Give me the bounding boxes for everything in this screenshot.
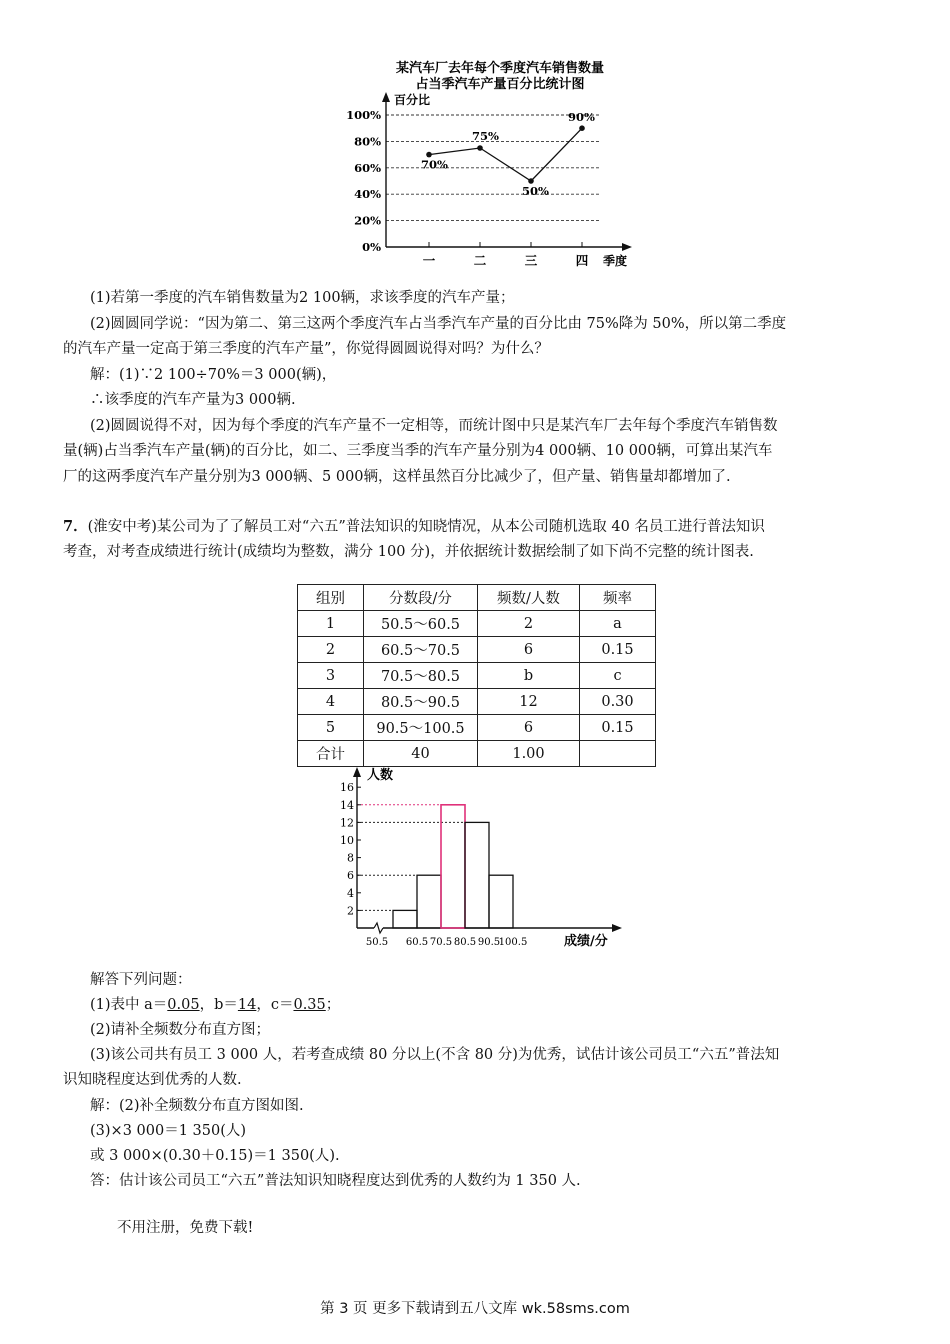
table-cell: 2 [478, 611, 580, 637]
q7-intro-line1 [63, 518, 765, 536]
table-header-row [298, 585, 656, 611]
q7-intro-text: (淮安中考)某公司为了了解员工对“六五”普法知识的知晓情况，从本公司随机选取 40 名员工进行普法知识 [87, 519, 765, 535]
histogram-bar [465, 822, 489, 928]
line-chart-xtick-label: 三 [524, 253, 538, 268]
table-header-cell: 频数/人数 [478, 585, 580, 611]
line-chart-point [426, 152, 432, 158]
line-chart-ytick-label: 80% [354, 134, 381, 149]
q6-solution-2: ∴该季度的汽车产量为3 000辆. [90, 392, 296, 408]
table-header-cell: 分数段/分 [364, 585, 478, 611]
histogram-xtick-label: 90.5 [477, 937, 501, 948]
table-header-cell: 频率 [580, 585, 656, 611]
table-cell: 0.15 [580, 637, 656, 663]
q6-part1: (1)若第一季度的汽车销售数量为2 100辆，求该季度的汽车产量； [90, 290, 515, 306]
histogram-xtick-label: 100.5 [498, 937, 528, 948]
histogram-bar [417, 875, 441, 928]
table-cell: 6 [478, 637, 580, 663]
line-chart-title-1: 某汽车厂去年每个季度汽车销售数量 [395, 61, 605, 76]
table-cell: 50.5～60.5 [364, 611, 478, 637]
histogram-axis-break [374, 923, 383, 933]
table-cell: a [580, 611, 656, 637]
histogram-ytick-label: 2 [347, 904, 354, 918]
histogram-ytick-label: 12 [340, 816, 354, 830]
line-chart-x-arrow [622, 243, 632, 251]
answer-a: 0.05 [167, 997, 200, 1013]
q7-solution-4: 答：估计该公司员工“六五”普法知识知晓程度达到优秀的人数约为 1 350 人. [90, 1173, 581, 1189]
table-header-cell: 组别 [298, 585, 364, 611]
histogram-ylabel: 人数 [367, 768, 394, 783]
table-row [298, 663, 656, 689]
table-cell: 12 [478, 689, 580, 715]
table-row [298, 689, 656, 715]
q7-ask1-mid2: ，c＝ [256, 997, 294, 1013]
table-cell: c [580, 663, 656, 689]
table-cell: 合计 [298, 741, 364, 767]
histogram-ytick-label: 14 [340, 798, 354, 812]
table-cell: 2 [298, 637, 364, 663]
histogram-bar-completed [441, 805, 465, 928]
line-chart [340, 55, 650, 270]
q7-ask1-mid1: ，b＝ [199, 997, 238, 1013]
line-chart-y-arrow [382, 92, 390, 102]
q6-solution-4: 量(辆)占当季汽车产量(辆)的百分比，如二、三季度当季的汽车产量分别为4 000辆、10 000辆，可算出某汽车 [63, 443, 773, 459]
line-chart-ytick-label: 20% [354, 213, 381, 228]
histogram-ytick-label: 16 [340, 781, 354, 795]
q6-solution-1: 解：(1)∵2 100÷70%＝3 000(辆)， [90, 367, 337, 383]
histogram-xlabel: 成绩/分 [564, 934, 608, 949]
line-chart-xtick-label: 一 [422, 253, 436, 268]
page-footer: 第 3 页 更多下载请到五八文库 wk.58sms.com [320, 1301, 630, 1317]
q6-part2-line1: (2)圆圆同学说：“因为第二、第三这两个季度汽车占当季汽车产量的百分比由 75%降为 50%，所以第二季度 [90, 316, 787, 332]
table-cell: 70.5～80.5 [364, 663, 478, 689]
q7-solution-1: 解：(2)补全频数分布直方图如图. [90, 1098, 304, 1114]
q7-ask1-end: ； [325, 997, 341, 1013]
answer-c: 0.35 [293, 997, 326, 1013]
table-cell: 60.5～70.5 [364, 637, 478, 663]
histogram-bar [489, 875, 513, 928]
table-cell: 3 [298, 663, 364, 689]
table-cell: 4 [298, 689, 364, 715]
line-chart-xlabel: 季度 [603, 254, 628, 268]
line-chart-title-2: 占当季汽车产量百分比统计图 [415, 77, 585, 92]
line-chart-data-label: 90% [568, 110, 595, 125]
histogram-xtick-label: 70.5 [429, 937, 453, 948]
line-chart-ytick-label: 100% [346, 108, 381, 122]
table-cell: 90.5～100.5 [364, 715, 478, 741]
q7-number: 7． [63, 518, 88, 535]
table-cell: 5 [298, 715, 364, 741]
line-chart-data-label: 75% [472, 129, 499, 143]
histogram-bar [393, 910, 417, 928]
line-chart-ytick-label: 0% [362, 240, 381, 254]
line-chart-point [528, 178, 534, 184]
table-row [298, 637, 656, 663]
q6-solution-5: 厂的这两季度汽车产量分别为3 000辆、5 000辆，这样虽然百分比减少了，但产量、销售量却都增加了. [63, 469, 731, 485]
histogram-ytick-label: 10 [340, 834, 354, 847]
line-chart-ylabel: 百分比 [394, 93, 431, 107]
table-row [298, 715, 656, 741]
table-cell: 80.5～90.5 [364, 689, 478, 715]
answer-b: 14 [237, 997, 257, 1013]
table-cell: 40 [364, 741, 478, 767]
q7-ask1-pre: (1)表中 a＝ [90, 997, 168, 1013]
table-row [298, 611, 656, 637]
histogram-xtick-label: 80.5 [453, 937, 477, 948]
line-chart-ytick-label: 40% [354, 187, 381, 202]
line-chart-point [579, 125, 585, 131]
q6-part2-line2: 的汽车产量一定高于第三季度的汽车产量”，你觉得圆圆说得对吗？为什么？ [63, 341, 549, 357]
free-download-note: 不用注册，免费下载! [117, 1220, 254, 1236]
table-cell: 0.15 [580, 715, 656, 741]
line-chart-xtick-label: 四 [575, 253, 589, 268]
table-cell: b [478, 663, 580, 689]
q6-solution-3: (2)圆圆说得不对，因为每个季度的汽车产量不一定相等，而统计图中只是某汽车厂去年每个季度汽车销售数 [90, 418, 778, 434]
histogram-ytick-label: 4 [347, 886, 354, 900]
q7-ask2: (2)请补全频数分布直方图； [90, 1022, 271, 1038]
histogram-x-arrow [612, 924, 622, 932]
histogram-ytick-label: 6 [347, 869, 354, 883]
histogram-y-arrow [353, 767, 361, 777]
q7-intro-line2: 考查，对考查成绩进行统计(成绩均为整数，满分 100 分)，并依据统计数据绘制了如下尚不完整的统计图表. [63, 544, 754, 560]
line-chart-xtick-label: 二 [473, 253, 487, 268]
table-cell: 6 [478, 715, 580, 741]
histogram [340, 762, 635, 957]
table-cell: 1.00 [478, 741, 580, 767]
q7-solution-2: (3)×3 000＝1 350(人) [90, 1123, 247, 1139]
q7-ask3-line1: (3)该公司共有员工 3 000 人，若考查成绩 80 分以上(不含 80 分)为优秀，试估计该公司员工“六五”普法知 [90, 1047, 780, 1063]
line-chart-data-label: 50% [522, 184, 549, 198]
histogram-xtick-label: 50.5 [365, 937, 389, 948]
frequency-table [297, 584, 656, 767]
histogram-ytick-label: 8 [347, 851, 354, 865]
q7-ask: 解答下列问题： [90, 972, 192, 988]
line-chart-series-line [429, 128, 582, 181]
line-chart-ytick-label: 60% [354, 160, 381, 175]
line-chart-point [477, 145, 483, 151]
q7-ask3-line2: 识知晓程度达到优秀的人数. [63, 1072, 242, 1088]
table-cell: 0.30 [580, 689, 656, 715]
q7-ask1 [90, 996, 340, 1014]
line-chart-data-label: 70% [421, 157, 448, 172]
q7-solution-3: 或 3 000×(0.30＋0.15)＝1 350(人). [90, 1148, 340, 1164]
table-cell: 1 [298, 611, 364, 637]
histogram-xtick-label: 60.5 [405, 937, 429, 948]
